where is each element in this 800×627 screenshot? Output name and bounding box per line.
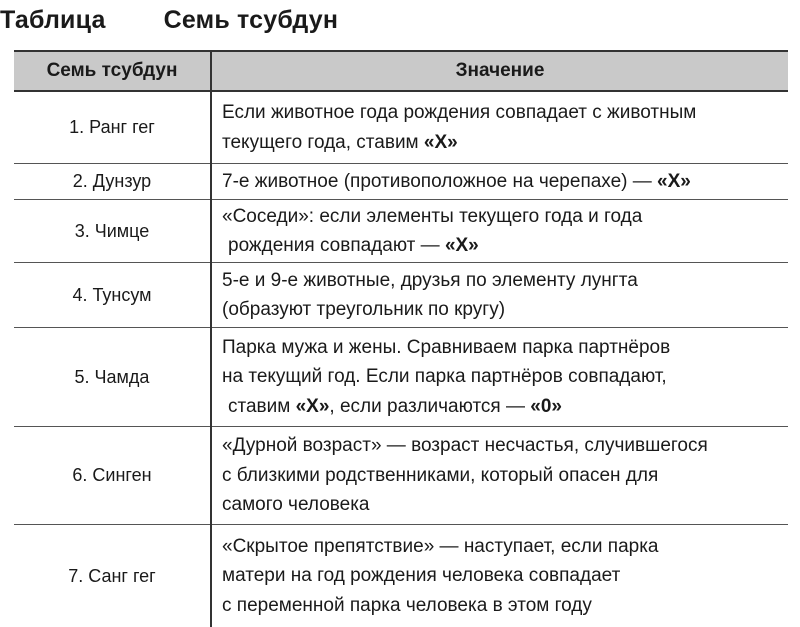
table-row (14, 200, 788, 263)
table-row (14, 328, 788, 427)
value-line: «Соседи»: если элементы текущего года и года (222, 202, 788, 232)
title-label: Таблица (0, 6, 106, 35)
row-name-cell: 7. Санг гег (14, 525, 211, 627)
mark-x: «X» (424, 132, 458, 153)
value-line: рождения совпадают — «X» (222, 231, 788, 261)
row-name-cell: 2. Дунзур (14, 164, 211, 200)
value-line: «Скрытое препятствие» — наступает, если парка (222, 532, 788, 562)
table-header-row (14, 51, 788, 91)
mark-x: «X» (296, 396, 330, 417)
value-line: (образуют треугольник по кругу) (222, 295, 788, 325)
value-line: Если животное года рождения совпадает с животным (222, 98, 788, 128)
value-line: ставим «X», если различаются — «0» (222, 392, 788, 422)
table-row (14, 91, 788, 164)
table-row (14, 263, 788, 328)
mark-x: «X» (445, 235, 479, 256)
value-line: с близкими родственниками, который опасен для (222, 461, 788, 491)
value-line: текущего года, ставим «X» (222, 128, 788, 158)
column-header-meaning: Значение (211, 51, 788, 91)
mark-zero: «0» (530, 396, 562, 417)
row-value-cell (211, 427, 788, 525)
value-line: на текущий год. Если парка партнёров совпадают, (222, 362, 788, 392)
column-header-name: Семь тсубдун (14, 51, 211, 91)
table-row (14, 525, 788, 627)
tsubdun-table (14, 50, 788, 627)
row-value-cell (211, 263, 788, 328)
value-line: самого человека (222, 490, 788, 520)
value-line: Парка мужа и жены. Сравниваем парка партнёров (222, 333, 788, 363)
row-value-cell (211, 200, 788, 263)
row-name-cell: 3. Чимце (14, 200, 211, 263)
row-value-cell (211, 525, 788, 627)
row-value-cell (211, 91, 788, 164)
page-title (0, 4, 338, 36)
row-value-cell (211, 328, 788, 427)
row-name-cell: 4. Тунсум (14, 263, 211, 328)
value-line: «Дурной возраст» — возраст несчастья, случившегося (222, 431, 788, 461)
row-name-cell: 5. Чамда (14, 328, 211, 427)
mark-x: «X» (657, 171, 691, 192)
value-line: с переменной парка человека в этом году (222, 591, 788, 621)
value-line: матери на год рождения человека совпадает (222, 561, 788, 591)
value-line: 5-е и 9-е животные, друзья по элементу лунгта (222, 266, 788, 296)
table-row (14, 427, 788, 525)
row-name-cell: 1. Ранг гег (14, 91, 211, 164)
table-name: Семь тсубдун (164, 6, 339, 35)
row-name-cell: 6. Синген (14, 427, 211, 525)
value-line: 7-е животное (противоположное на черепахе) — «X» (222, 167, 788, 197)
row-value-cell (211, 164, 788, 200)
table-row (14, 164, 788, 200)
